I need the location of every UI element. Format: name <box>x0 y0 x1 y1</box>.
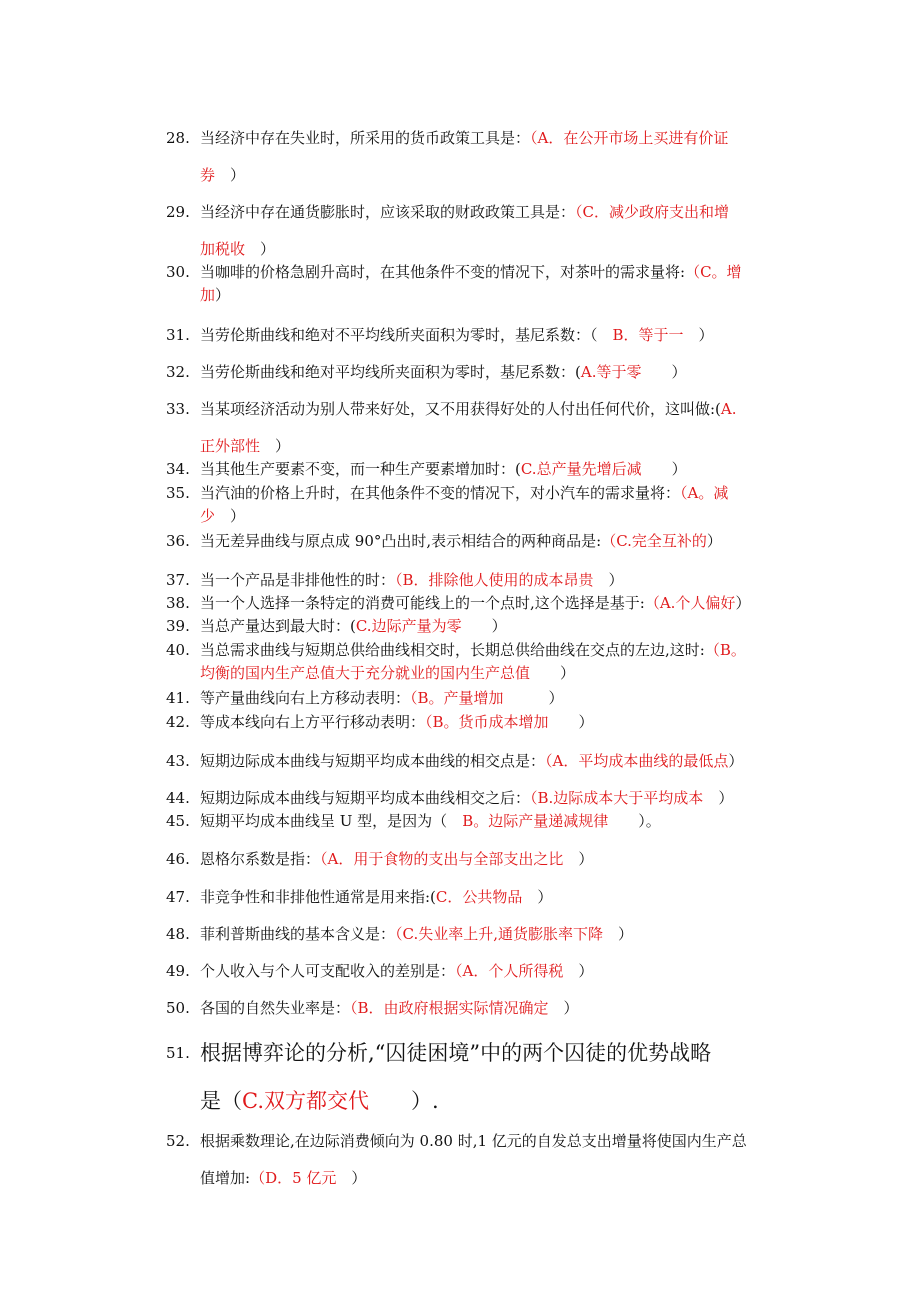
question-36 <box>166 533 786 549</box>
answer-tail: ） <box>336 1169 367 1187</box>
answer-text: （C.失业率上升,通货膨胀率下降 <box>395 925 603 943</box>
question-number: 39. <box>166 617 190 635</box>
question-number: 44. <box>166 789 190 807</box>
question-47 <box>166 889 786 905</box>
question-40 <box>166 642 786 681</box>
answer-text: （A。减 <box>680 484 729 502</box>
question-text: 当一个人选择一条特定的消费可能线上的一个点时,这个选择是基于: <box>200 594 645 612</box>
answer-tail: ） <box>245 240 276 258</box>
answer-tail: ） <box>728 752 744 770</box>
answer-text: 券 <box>200 166 216 184</box>
answer-tail: ） <box>563 962 594 980</box>
question-46 <box>166 851 786 867</box>
question-number: 51. <box>166 1044 190 1062</box>
question-text: 根据乘数理论,在边际消费倾向为 0.80 时,1 亿元的自发总支出增量将使国内生产总 <box>200 1132 747 1150</box>
answer-text: 均衡的国内生产总值大于充分就业的国内生产总值 <box>200 664 531 682</box>
question-number: 50. <box>166 999 190 1017</box>
answer-text: （D．5 亿元 <box>250 1169 337 1187</box>
answer-tail: ）. <box>369 1089 439 1113</box>
question-text: 个人收入与个人可支配收入的差别是： <box>200 962 456 980</box>
question-number: 40. <box>166 641 190 659</box>
question-text: 短期平均成本曲线呈 U 型，是因为（ <box>200 812 448 830</box>
question-text: 短期边际成本曲线与短期平均成本曲线的相交点是： <box>200 752 546 770</box>
answer-text: B。边际产量递减规律 <box>447 812 609 830</box>
question-34 <box>166 461 786 477</box>
question-number: 42. <box>166 713 190 731</box>
question-number: 49. <box>166 962 190 980</box>
question-42 <box>166 714 786 730</box>
question-text: 当劳伦斯曲线和绝对平均线所夹面积为零时，基尼系数：( <box>200 363 581 381</box>
question-number: 45. <box>166 812 190 830</box>
question-39 <box>166 618 786 634</box>
question-text: 当经济中存在通货膨胀时，应该采取的财政政策工具是： <box>200 203 576 221</box>
answer-text: 加 <box>200 286 216 304</box>
answer-tail: ） <box>530 664 576 682</box>
question-number: 31. <box>166 326 190 344</box>
question-text: 等产量曲线向右上方移动表明： <box>200 689 411 707</box>
answer-tail: ） <box>603 925 634 943</box>
question-number: 47. <box>166 888 190 906</box>
question-text: 非竞争性和非排他性通常是用来指:( <box>200 888 436 906</box>
question-37 <box>166 572 786 588</box>
question-text: 各国的自然失业率是： <box>200 999 351 1017</box>
question-38 <box>166 595 786 611</box>
answer-text: （B。 <box>704 641 746 659</box>
answer-tail: ） <box>703 789 734 807</box>
answer-tail: ） <box>641 460 687 478</box>
question-text: 恩格尔系数是指： <box>200 850 321 868</box>
answer-text: （A．平均成本曲线的最低点 <box>545 752 729 770</box>
question-number: 36. <box>166 532 190 550</box>
answer-text: 少 <box>200 507 216 525</box>
answer-text: A.等于零 <box>580 363 642 381</box>
answer-text: （C.完全互补的 <box>601 532 707 550</box>
question-number: 35. <box>166 484 190 502</box>
question-number: 52. <box>166 1132 190 1150</box>
question-text: 菲利普斯曲线的基本含义是： <box>200 925 396 943</box>
answer-tail: ） <box>548 713 594 731</box>
answer-text: （B。货币成本增加 <box>425 713 549 731</box>
question-29 <box>166 204 786 257</box>
answer-tail: ） <box>563 850 594 868</box>
question-44 <box>166 790 786 806</box>
question-28 <box>166 130 786 183</box>
answer-text: A. <box>720 400 737 418</box>
answer-tail: ） <box>215 166 246 184</box>
question-number: 37. <box>166 571 190 589</box>
question-45 <box>166 813 786 829</box>
question-number: 33. <box>166 400 190 418</box>
question-31 <box>166 327 786 343</box>
question-number: 48. <box>166 925 190 943</box>
answer-tail: ） <box>522 888 553 906</box>
question-43 <box>166 753 786 769</box>
answer-tail: ） <box>215 286 231 304</box>
question-number: 28. <box>166 129 190 147</box>
question-text: 当总产量达到最大时：( <box>200 617 356 635</box>
answer-text: （C。增 <box>685 263 742 281</box>
question-48 <box>166 926 786 942</box>
answer-tail: ） <box>683 326 714 344</box>
question-text: 值增加: <box>200 1169 251 1187</box>
answer-text: B．等于一 <box>597 326 684 344</box>
answer-tail: ） <box>548 999 579 1017</box>
question-text: 当咖啡的价格急剧升高时，在其他条件不变的情况下，对茶叶的需求量将: <box>200 263 686 281</box>
question-35 <box>166 485 786 524</box>
question-33 <box>166 401 786 454</box>
answer-tail: ） <box>735 594 751 612</box>
answer-text: （A．个人所得税 <box>455 962 564 980</box>
question-52 <box>166 1133 786 1186</box>
question-text: 根据博弈论的分析,“囚徒困境”中的两个囚徒的优势战略 <box>200 1041 712 1065</box>
answer-tail: ） <box>260 437 291 455</box>
question-30 <box>166 264 786 303</box>
question-number: 32. <box>166 363 190 381</box>
question-text: 当一个产品是非排他性的时： <box>200 571 396 589</box>
answer-tail: ） <box>461 617 507 635</box>
question-50 <box>166 1000 786 1016</box>
answer-text: （B。产量增加 <box>410 689 504 707</box>
answer-tail: ）。 <box>608 812 661 830</box>
answer-text: C.总产量先增后减 <box>520 460 642 478</box>
answer-tail: ） <box>215 507 246 525</box>
answer-text: C．公共物品 <box>435 888 523 906</box>
answer-text: 加税收 <box>200 240 246 258</box>
question-text: 当无差异曲线与原点成 90°凸出时,表示相结合的两种商品是: <box>200 532 602 550</box>
question-41 <box>166 690 786 706</box>
question-49 <box>166 963 786 979</box>
question-text: 当经济中存在失业时，所采用的货币政策工具是： <box>200 129 531 147</box>
question-number: 41. <box>166 689 190 707</box>
answer-tail: ） <box>503 689 564 707</box>
answer-text: （B．由政府根据实际情况确定 <box>350 999 549 1017</box>
question-number: 29. <box>166 203 190 221</box>
question-number: 34. <box>166 460 190 478</box>
answer-text: （A.个人偏好 <box>644 594 736 612</box>
answer-text: （B．排除他人使用的成本昂贵 <box>395 571 594 589</box>
answer-text: （A．用于食物的支出与全部支出之比 <box>320 850 564 868</box>
answer-text: C.双方都交代 <box>242 1089 369 1113</box>
question-text: 当汽油的价格上升时，在其他条件不变的情况下，对小汽车的需求量将： <box>200 484 681 502</box>
question-text: 当某项经济活动为别人带来好处，又不用获得好处的人付出任何代价，这叫做:( <box>200 400 721 418</box>
answer-text: C.边际产量为零 <box>355 617 462 635</box>
answer-tail: ） <box>593 571 624 589</box>
question-text: 当其他生产要素不变，而一种生产要素增加时：( <box>200 460 521 478</box>
question-number: 38. <box>166 594 190 612</box>
question-text: 短期边际成本曲线与短期平均成本曲线相交之后： <box>200 789 531 807</box>
answer-tail: ） <box>706 532 722 550</box>
question-number: 30. <box>166 263 190 281</box>
question-text: 当劳伦斯曲线和绝对不平均线所夹面积为零时，基尼系数：（ <box>200 326 598 344</box>
answer-text: （A．在公开市场上买进有价证 <box>530 129 729 147</box>
question-51 <box>166 1041 786 1113</box>
answer-text: 正外部性 <box>200 437 261 455</box>
question-32 <box>166 364 786 380</box>
answer-text: （B.边际成本大于平均成本 <box>530 789 704 807</box>
question-text: 是（ <box>200 1089 242 1113</box>
question-number: 46. <box>166 850 190 868</box>
question-text: 等成本线向右上方平行移动表明： <box>200 713 426 731</box>
answer-text: （C．减少政府支出和增 <box>575 203 729 221</box>
answer-tail: ） <box>641 363 687 381</box>
question-text: 当总需求曲线与短期总供给曲线相交时，长期总供给曲线在交点的左边,这时: <box>200 641 705 659</box>
question-number: 43. <box>166 752 190 770</box>
